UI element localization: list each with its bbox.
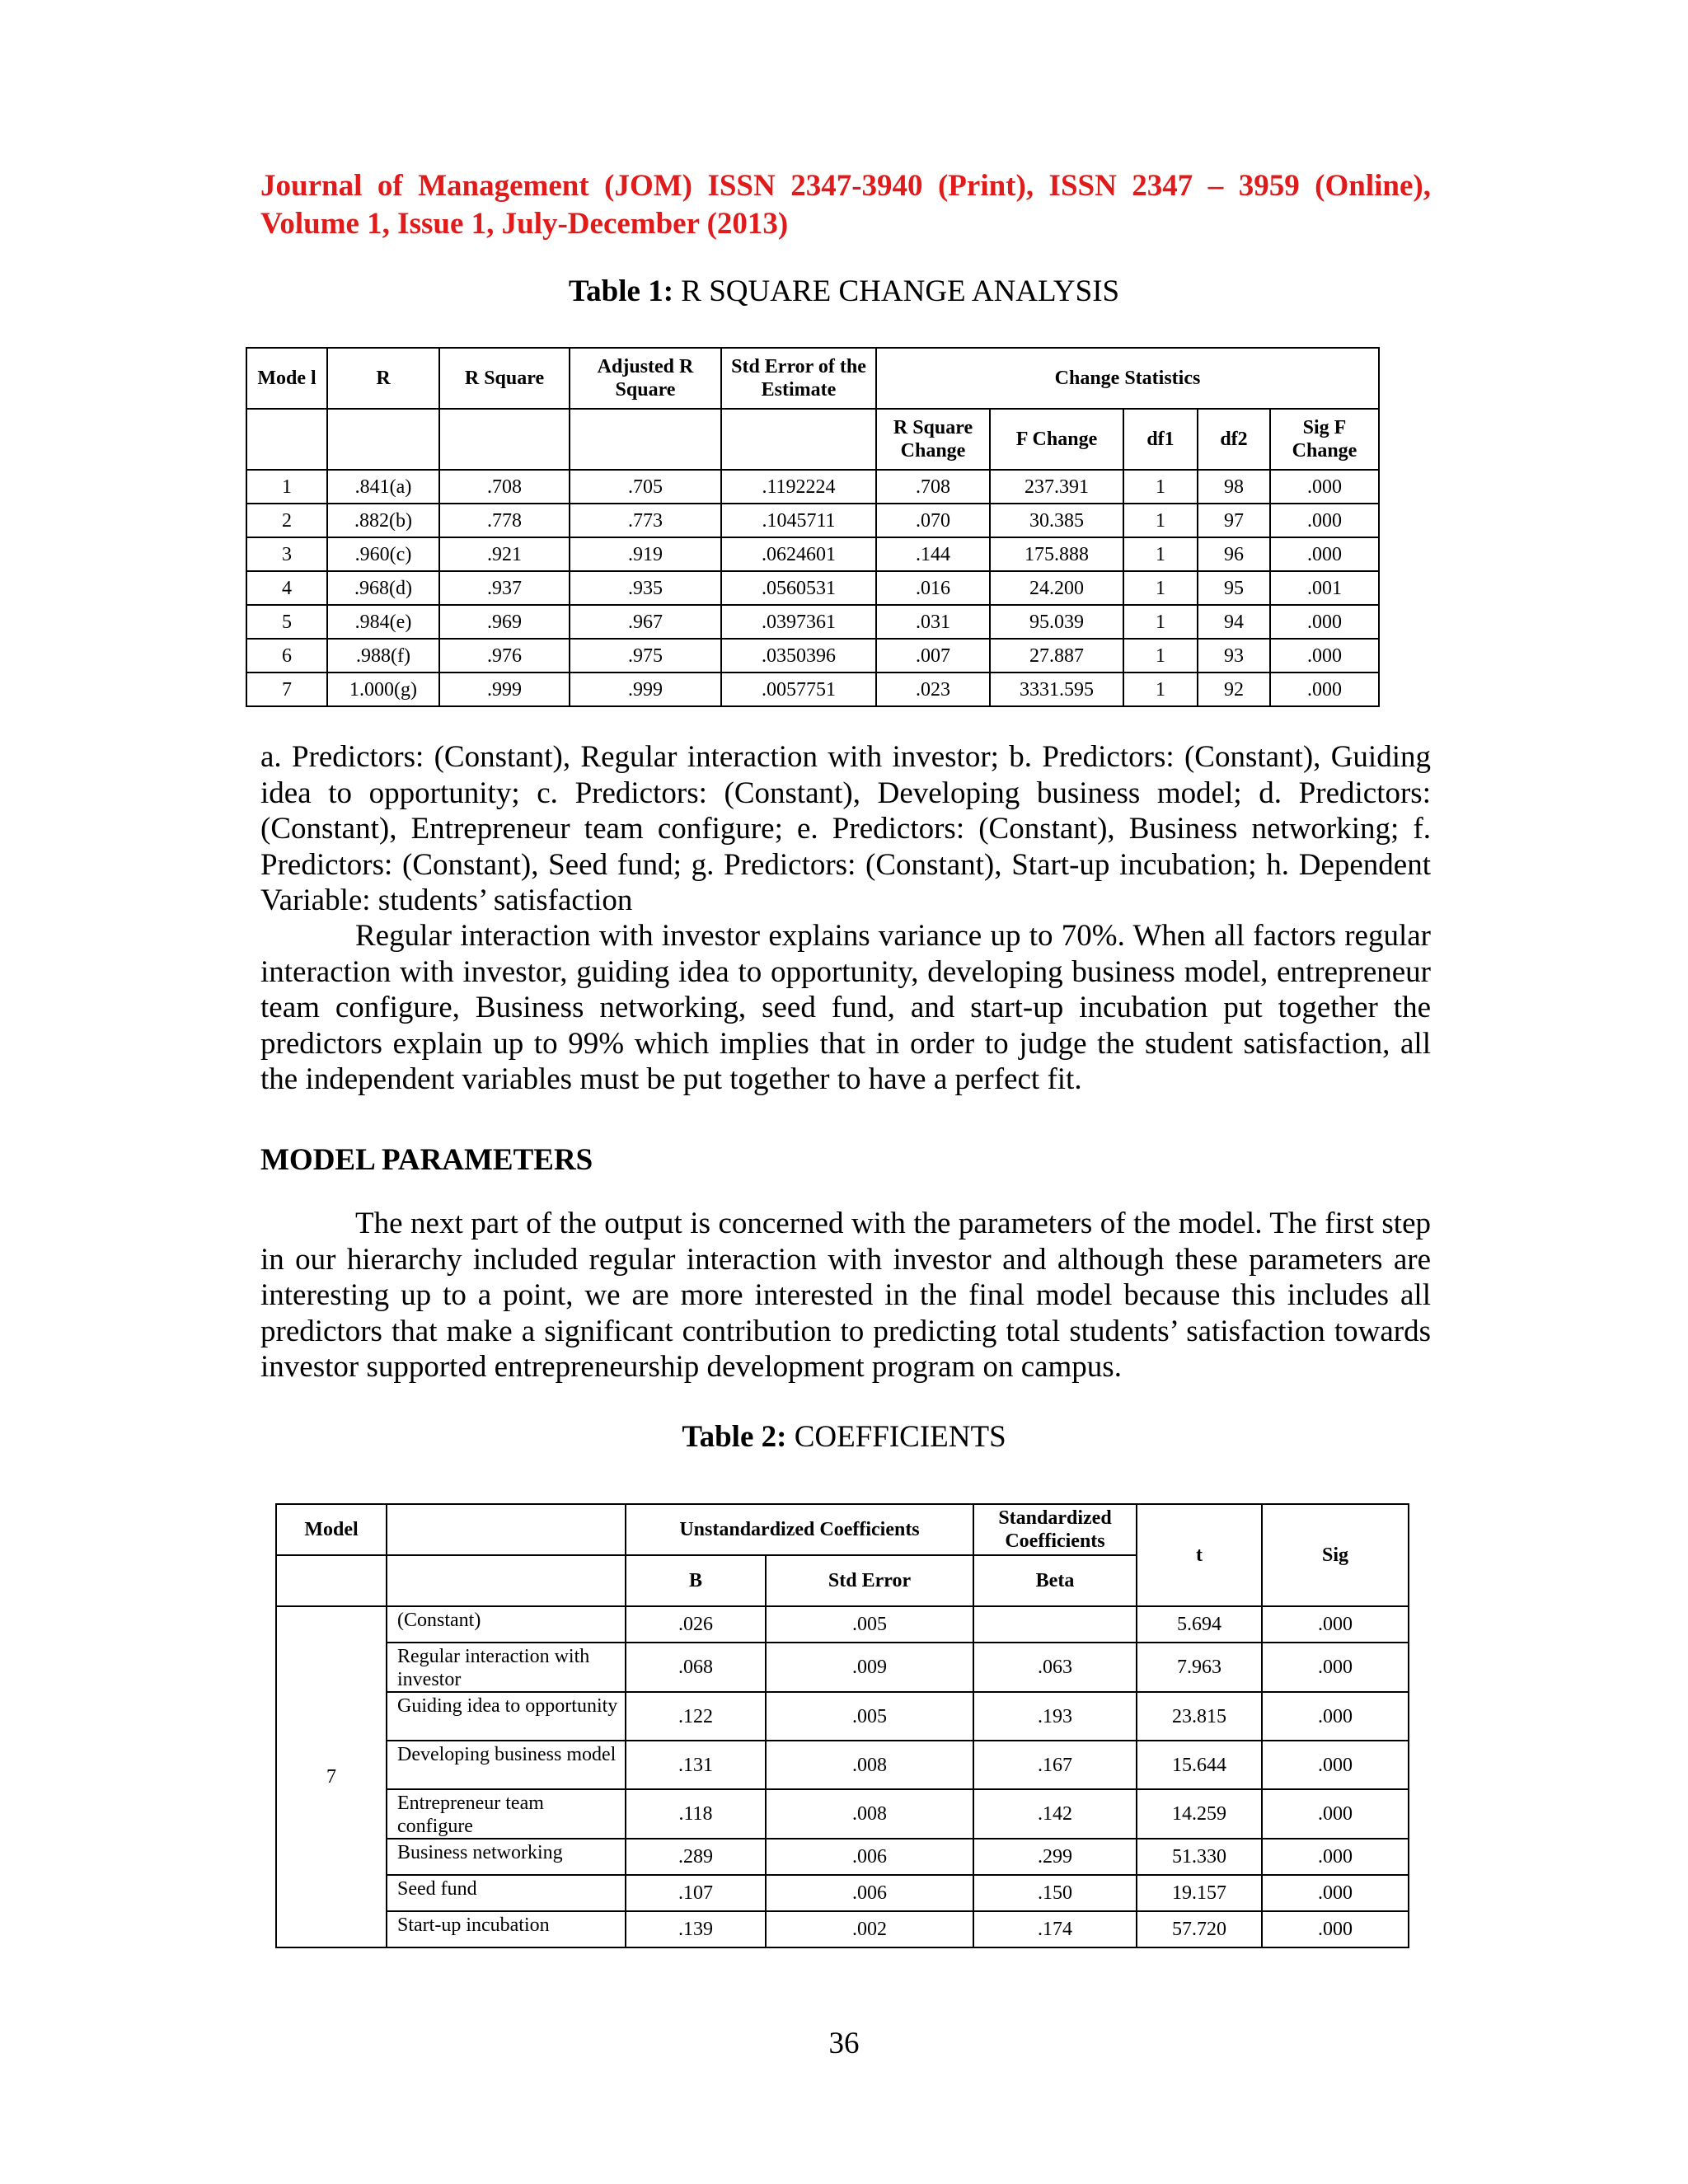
cell-df2: 92	[1198, 673, 1270, 706]
cell-r-square: .937	[439, 571, 570, 605]
cell-sig: .000	[1262, 1875, 1409, 1911]
header-df1: df1	[1123, 409, 1198, 470]
cell-variable: (Constant)	[387, 1606, 626, 1643]
cell-t: 15.644	[1137, 1741, 1262, 1789]
cell-model: 6	[246, 639, 327, 673]
header-adjusted-r-square: Adjusted R Square	[570, 348, 721, 409]
cell-model-number: 7	[276, 1606, 387, 1947]
table-row	[276, 1692, 1409, 1741]
cell-std-error: .006	[766, 1875, 973, 1911]
cell-r-square: .708	[439, 470, 570, 504]
cell-std-error: .0560531	[721, 571, 876, 605]
header-beta: Beta	[973, 1555, 1137, 1606]
cell-r-square: .969	[439, 605, 570, 639]
table-row	[276, 1741, 1409, 1789]
cell-sig: .000	[1262, 1643, 1409, 1692]
cell-f-change: 237.391	[990, 470, 1123, 504]
header-change-statistics: Change Statistics	[876, 348, 1379, 409]
cell-std-error: .002	[766, 1911, 973, 1947]
cell-beta	[973, 1606, 1137, 1643]
cell-r: .984(e)	[327, 605, 439, 639]
cell-df2: 94	[1198, 605, 1270, 639]
header-r-square-change: R Square Change	[876, 409, 990, 470]
header-unstandardized-coefficients: Unstandardized Coefficients	[626, 1504, 973, 1555]
header-t: t	[1137, 1504, 1262, 1606]
cell-variable: Business networking	[387, 1839, 626, 1875]
table-row	[246, 673, 1379, 706]
cell-r-square-change: .708	[876, 470, 990, 504]
header-sig-f-change: Sig F Change	[1270, 409, 1379, 470]
cell-r-square: .778	[439, 504, 570, 537]
table-row	[246, 470, 1379, 504]
cell-sig: .000	[1262, 1741, 1409, 1789]
cell-t: 19.157	[1137, 1875, 1262, 1911]
cell-r-square-change: .144	[876, 537, 990, 571]
blank-cell	[387, 1504, 626, 1555]
cell-adjusted-r-square: .967	[570, 605, 721, 639]
cell-f-change: 95.039	[990, 605, 1123, 639]
cell-std-error: .008	[766, 1789, 973, 1839]
header-std-error: Std Error of the Estimate	[721, 348, 876, 409]
cell-std-error: .1045711	[721, 504, 876, 537]
table-2-caption-label: Table 2:	[682, 1420, 787, 1454]
cell-std-error: .0350396	[721, 639, 876, 673]
cell-sig: .000	[1262, 1789, 1409, 1839]
cell-r-square-change: .016	[876, 571, 990, 605]
cell-adjusted-r-square: .773	[570, 504, 721, 537]
table-1-caption-label: Table 1:	[568, 274, 674, 308]
cell-beta: .142	[973, 1789, 1137, 1839]
section-heading-model-parameters: MODEL PARAMETERS	[260, 1143, 593, 1177]
cell-std-error: .0397361	[721, 605, 876, 639]
cell-adjusted-r-square: .975	[570, 639, 721, 673]
cell-df2: 93	[1198, 639, 1270, 673]
cell-std-error: .009	[766, 1643, 973, 1692]
cell-sig-f-change: .000	[1270, 605, 1379, 639]
blank-cell	[276, 1555, 387, 1606]
cell-r: .841(a)	[327, 470, 439, 504]
cell-r-square-change: .007	[876, 639, 990, 673]
cell-sig-f-change: .001	[1270, 571, 1379, 605]
header-std-error: Std Error	[766, 1555, 973, 1606]
cell-b: .107	[626, 1875, 766, 1911]
cell-df1: 1	[1123, 537, 1198, 571]
header-r: R	[327, 348, 439, 409]
cell-std-error: .005	[766, 1606, 973, 1643]
cell-r: .988(f)	[327, 639, 439, 673]
cell-t: 5.694	[1137, 1606, 1262, 1643]
table-row	[246, 537, 1379, 571]
header-model: Model	[276, 1504, 387, 1555]
cell-b: .139	[626, 1911, 766, 1947]
table-row	[276, 1875, 1409, 1911]
table-1-caption	[0, 274, 1688, 310]
cell-sig: .000	[1262, 1839, 1409, 1875]
cell-variable: Start-up incubation	[387, 1911, 626, 1947]
cell-df1: 1	[1123, 504, 1198, 537]
paragraph-model-parameters: The next part of the output is concerned with the parameters of the model. The first step in our hierarchy included regular interaction with investor and although these parameters are interesting up to a point, we are more interested in the final model because this includes all predictors that make a significant contribution to predicting total students’ satisfaction towards investor supported entrepreneurship development program on campus.	[260, 1207, 1431, 1384]
cell-b: .289	[626, 1839, 766, 1875]
cell-beta: .150	[973, 1875, 1137, 1911]
header-model: Mode l	[246, 348, 327, 409]
table-row	[246, 639, 1379, 673]
cell-variable: Regular interaction with investor	[387, 1643, 626, 1692]
cell-variable: Developing business model	[387, 1741, 626, 1789]
table-1-notes: a. Predictors: (Constant), Regular interaction with investor; b. Predictors: (Constant), Guiding idea to opportunity; c. Predictors: (Constant), Developing business model; d. Predictors: (Constant), Entrepreneur team configure; e. Predictors: (Constant), Business networking; f. Predictors: (Constant), Seed fund; g. Predictors: (Constant), Start-up incubation; h. Dependent Variable: students’ satisfaction	[260, 740, 1431, 917]
cell-beta: .063	[973, 1643, 1137, 1692]
blank-cell	[721, 409, 876, 470]
table-row	[276, 1606, 1409, 1643]
cell-sig: .000	[1262, 1911, 1409, 1947]
cell-sig: .000	[1262, 1692, 1409, 1741]
cell-sig: .000	[1262, 1606, 1409, 1643]
journal-header-line-2: Volume 1, Issue 1, July-December (2013)	[260, 207, 789, 241]
cell-variable: Entrepreneur team configure	[387, 1789, 626, 1839]
cell-r-square: .976	[439, 639, 570, 673]
cell-df1: 1	[1123, 673, 1198, 706]
cell-b: .122	[626, 1692, 766, 1741]
cell-t: 51.330	[1137, 1839, 1262, 1875]
cell-sig-f-change: .000	[1270, 639, 1379, 673]
cell-t: 14.259	[1137, 1789, 1262, 1839]
cell-r-square-change: .070	[876, 504, 990, 537]
blank-cell	[246, 409, 327, 470]
cell-beta: .167	[973, 1741, 1137, 1789]
cell-f-change: 175.888	[990, 537, 1123, 571]
cell-b: .068	[626, 1643, 766, 1692]
cell-df1: 1	[1123, 639, 1198, 673]
cell-variable: Guiding idea to opportunity	[387, 1692, 626, 1741]
table-row	[276, 1643, 1409, 1692]
cell-model: 1	[246, 470, 327, 504]
cell-df2: 97	[1198, 504, 1270, 537]
blank-cell	[439, 409, 570, 470]
cell-t: 7.963	[1137, 1643, 1262, 1692]
cell-sig-f-change: .000	[1270, 470, 1379, 504]
cell-df2: 96	[1198, 537, 1270, 571]
cell-t: 23.815	[1137, 1692, 1262, 1741]
cell-adjusted-r-square: .999	[570, 673, 721, 706]
cell-r-square-change: .023	[876, 673, 990, 706]
cell-b: .118	[626, 1789, 766, 1839]
table-2-caption	[0, 1419, 1688, 1455]
cell-adjusted-r-square: .935	[570, 571, 721, 605]
cell-adjusted-r-square: .919	[570, 537, 721, 571]
journal-header-line-1: Journal of Management (JOM) ISSN 2347-3940 (Print), ISSN 2347 – 3959 (Online),	[260, 169, 1431, 203]
cell-sig-f-change: .000	[1270, 537, 1379, 571]
cell-model: 4	[246, 571, 327, 605]
cell-r: 1.000(g)	[327, 673, 439, 706]
cell-model: 2	[246, 504, 327, 537]
cell-model: 5	[246, 605, 327, 639]
cell-f-change: 24.200	[990, 571, 1123, 605]
cell-std-error: .005	[766, 1692, 973, 1741]
header-standardized-coefficients: Standardized Coefficients	[973, 1504, 1137, 1555]
coefficients-table	[275, 1503, 1409, 1948]
cell-beta: .174	[973, 1911, 1137, 1947]
cell-beta: .193	[973, 1692, 1137, 1741]
table-row	[246, 605, 1379, 639]
page-number: 36	[828, 2027, 860, 2060]
cell-df2: 98	[1198, 470, 1270, 504]
header-f-change: F Change	[990, 409, 1123, 470]
cell-std-error: .1192224	[721, 470, 876, 504]
cell-r-square: .921	[439, 537, 570, 571]
cell-std-error: .008	[766, 1741, 973, 1789]
table-row	[276, 1839, 1409, 1875]
header-r-square: R Square	[439, 348, 570, 409]
cell-df1: 1	[1123, 571, 1198, 605]
cell-model: 3	[246, 537, 327, 571]
cell-df1: 1	[1123, 470, 1198, 504]
blank-cell	[387, 1555, 626, 1606]
header-df2: df2	[1198, 409, 1270, 470]
paragraph-variance-explanation: Regular interaction with investor explains variance up to 70%. When all factors regular interaction with investor, guiding idea to opportunity, developing business model, entrepreneur team configure, Business networking, seed fund, and start-up incubation put together the predictors explain up to 99% which implies that in order to judge the student satisfaction, all the independent variables must be put together to have a perfect fit.	[260, 919, 1431, 1096]
table-1-caption-title: R SQUARE CHANGE ANALYSIS	[673, 274, 1120, 308]
header-sig: Sig	[1262, 1504, 1409, 1606]
table-row	[276, 1911, 1409, 1947]
table-2-caption-title: COEFFICIENTS	[786, 1420, 1006, 1454]
cell-r-square: .999	[439, 673, 570, 706]
cell-r-square-change: .031	[876, 605, 990, 639]
table-row	[276, 1789, 1409, 1839]
cell-r: .968(d)	[327, 571, 439, 605]
cell-t: 57.720	[1137, 1911, 1262, 1947]
cell-f-change: 27.887	[990, 639, 1123, 673]
cell-df1: 1	[1123, 605, 1198, 639]
cell-r: .882(b)	[327, 504, 439, 537]
cell-f-change: 3331.595	[990, 673, 1123, 706]
cell-adjusted-r-square: .705	[570, 470, 721, 504]
cell-b: .131	[626, 1741, 766, 1789]
table-row	[246, 504, 1379, 537]
blank-cell	[327, 409, 439, 470]
cell-b: .026	[626, 1606, 766, 1643]
table-row	[246, 571, 1379, 605]
cell-std-error: .0624601	[721, 537, 876, 571]
cell-variable: Seed fund	[387, 1875, 626, 1911]
cell-r: .960(c)	[327, 537, 439, 571]
cell-sig-f-change: .000	[1270, 673, 1379, 706]
header-b: B	[626, 1555, 766, 1606]
cell-model: 7	[246, 673, 327, 706]
journal-header	[260, 167, 1431, 243]
cell-beta: .299	[973, 1839, 1137, 1875]
cell-std-error: .0057751	[721, 673, 876, 706]
cell-sig-f-change: .000	[1270, 504, 1379, 537]
cell-df2: 95	[1198, 571, 1270, 605]
cell-std-error: .006	[766, 1839, 973, 1875]
blank-cell	[570, 409, 721, 470]
cell-f-change: 30.385	[990, 504, 1123, 537]
r-square-change-table	[246, 347, 1380, 707]
